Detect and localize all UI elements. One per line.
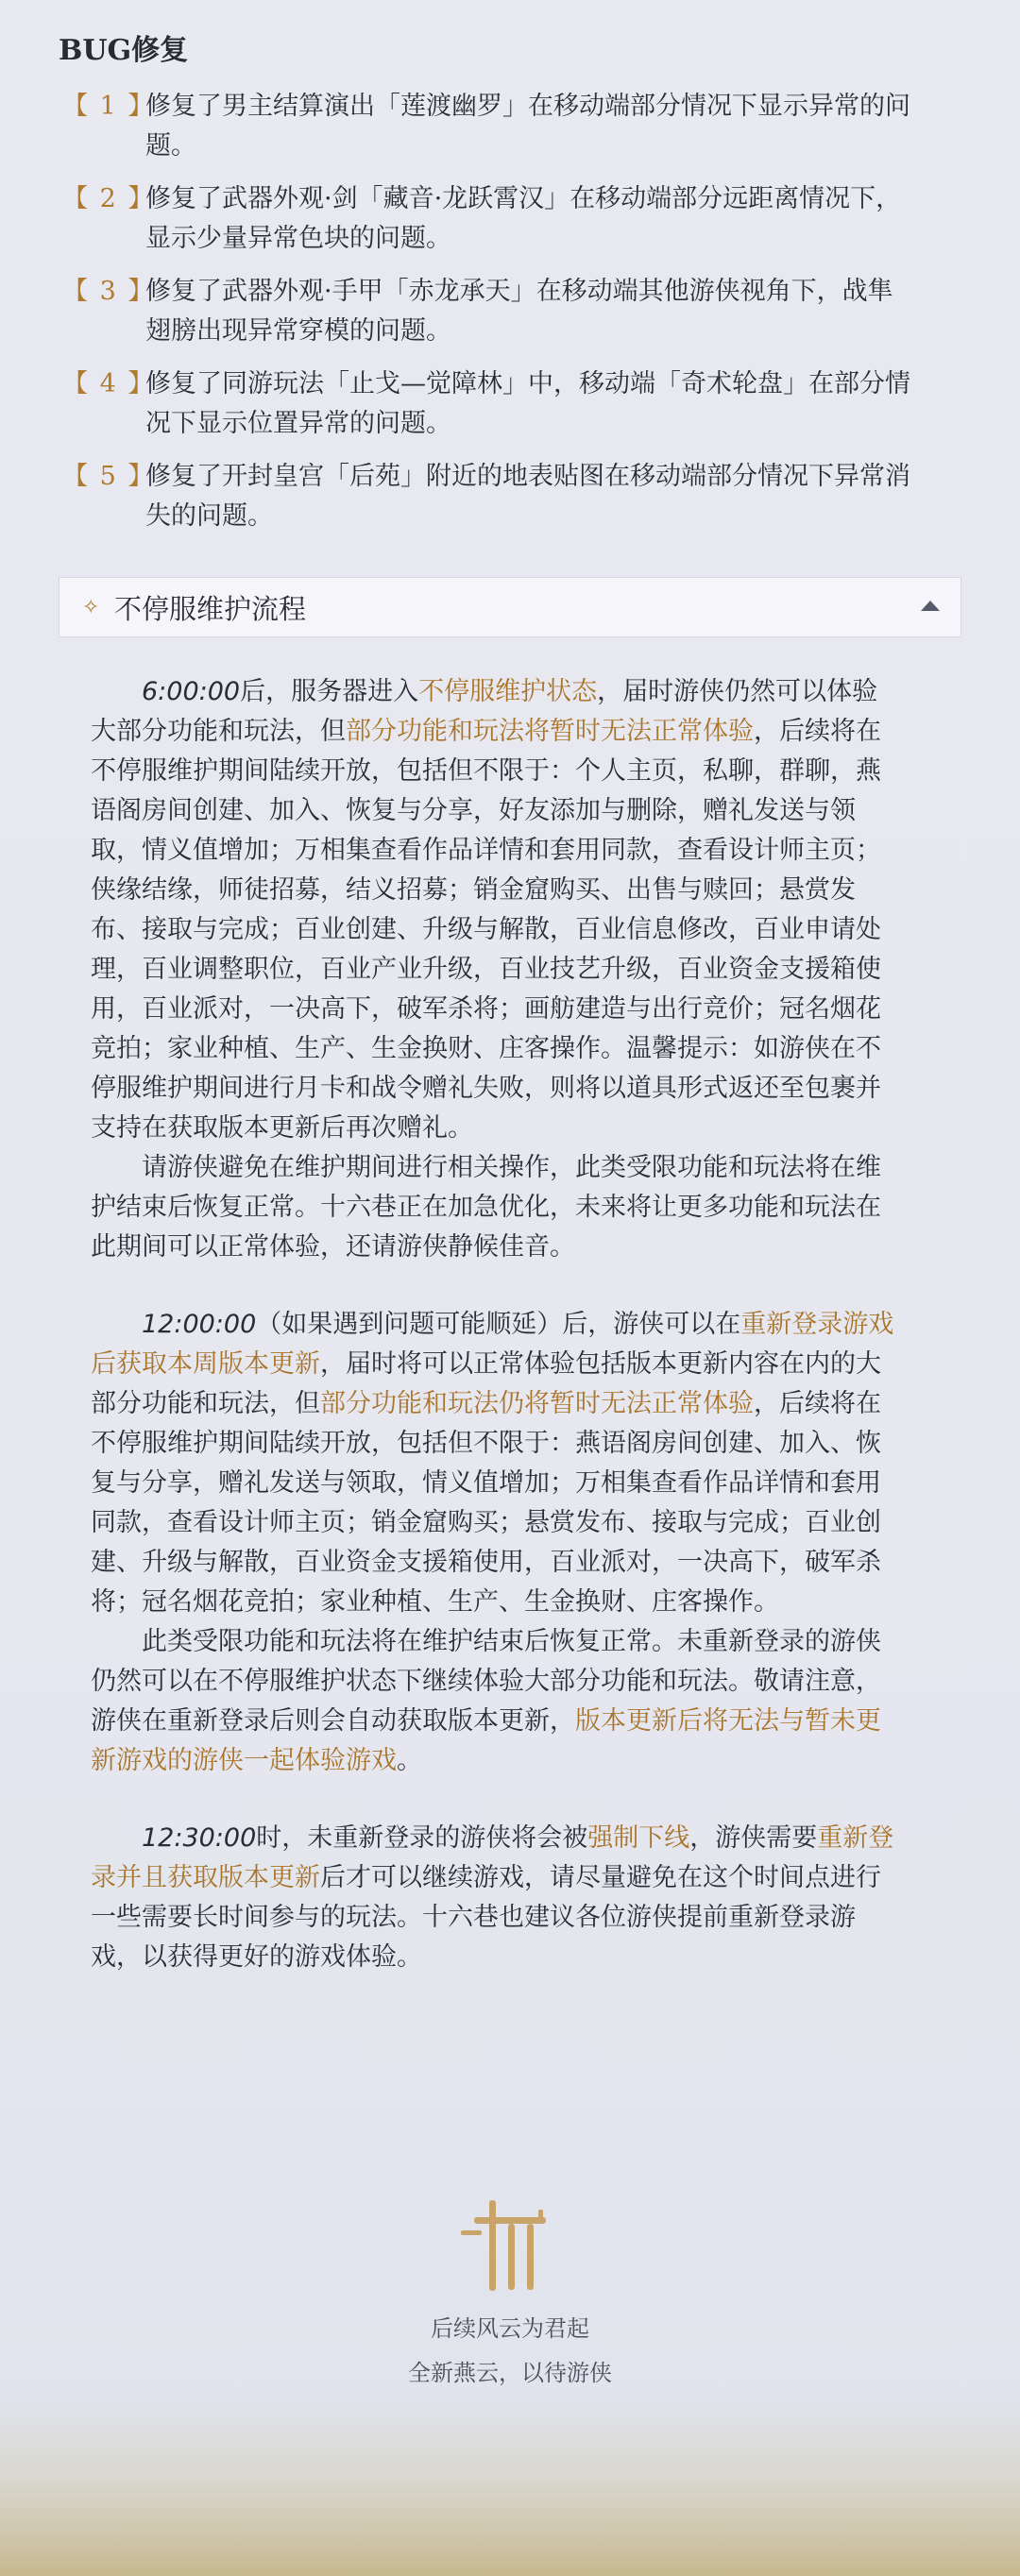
highlight-text: 重新登录游戏后获取本周版本更新: [91, 1310, 894, 1379]
highlight-text: 版本更新后将无法与暂未更新游戏的游侠一起体验游戏: [91, 1706, 881, 1775]
diamond-sparkle-icon: ✧: [82, 595, 100, 619]
list-item: [62, 364, 912, 444]
slogan-line-2: 全新燕云，以待游侠: [408, 2360, 612, 2386]
chevron-up-icon[interactable]: [921, 601, 940, 611]
highlight-text: 重新登录并且获取版本更新: [91, 1823, 894, 1892]
time-label: 6:00:00: [142, 677, 241, 706]
paragraph-6am: 6:00:00后，服务器进入不停服维护状态，届时游侠仍然可以体验大部分功能和玩法，但部分功能和玩法将暂时无法正常体验，后续将在不停服维护期间陆续开放，包括但不限于：个人主页，私聊，群聊，燕语阁房间创建、加入、恢复与分享，好友添加与删除，赠礼发送与领取，情义值增加；万相集查看作品详情和套用同款，查看设计师主页；侠缘结缘，师徒招募，结义招募；销金窟购买、出售与赎回；悬赏发布、接取与完成；百业创建、升级与解散，百业信息修改，百业申请处理，百业调整职位，百业产业升级，百业技艺升级，百业资金支援箱使用，百业派对，一决高下，破军杀将；画舫建造与出行竞价；冠名烟花竞拍；家业种植、生产、生金换财、庄客操作。温馨提示：如游侠在不停服维护期间进行月卡和战令赠礼失败，则将以道具形式返还至包裹并支持在获取版本更新后再次赠礼。: [91, 677, 881, 1143]
accordion-title: 不停服维护流程: [114, 592, 307, 625]
bug-text: 修复了开封皇宫「后苑」附近的地表贴图在移动端部分情况下异常消失的问题。: [145, 462, 910, 531]
list-item: [62, 87, 912, 166]
bug-fix-title: BUG修复: [59, 34, 189, 67]
time-label: 12:30:00: [142, 1823, 257, 1853]
bug-number: 【 2 】: [62, 184, 156, 213]
bug-number: 【 3 】: [62, 277, 156, 306]
bug-number: 【 5 】: [62, 462, 156, 491]
highlight-text: 部分功能和玩法仍将暂时无法正常体验: [320, 1389, 754, 1418]
paragraph-notice: 请游侠避免在维护期间进行相关操作，此类受限功能和玩法将在维护结束后恢复正常。十六巷正在加急优化，未来将让更多功能和玩法在此期间可以正常体验，还请游侠静候佳音。: [91, 1153, 881, 1262]
slogan-line-1: 后续风云为君起: [431, 2315, 589, 2342]
highlight-text: 不停服维护状态: [418, 677, 598, 706]
maintenance-content: [91, 672, 903, 1977]
bug-number: 【 1 】: [62, 92, 156, 121]
bug-fix-list: [62, 87, 912, 550]
landscape-background: [0, 2398, 1020, 2576]
bug-text: 修复了同游玩法「止戈—觉障林」中，移动端「奇术轮盘」在部分情况下显示位置异常的问题。: [145, 369, 910, 438]
time-label: 12:00:00: [142, 1310, 257, 1339]
bug-number: 【 4 】: [62, 369, 156, 398]
highlight-text: 部分功能和玩法将暂时无法正常体验: [346, 717, 754, 746]
bug-text: 修复了男主结算演出「莲渡幽罗」在移动端部分情况下显示异常的问题。: [145, 92, 910, 161]
paragraph-12pm: 12:00:00（如果遇到问题可能顺延）后，游侠可以在重新登录游戏后获取本周版本更新，届时将可以正常体验包括版本更新内容在内的大部分功能和玩法，但部分功能和玩法仍将暂时无法正常体验，后续将在不停服维护期间陆续开放，包括但不限于：燕语阁房间创建、加入、恢复与分享，赠礼发送与领取，情义值增加；万相集查看作品详情和套用同款，查看设计师主页；销金窟购买；悬赏发布、接取与完成；百业创建、升级与解散，百业资金支援箱使用，百业派对，一决高下，破军杀将；冠名烟花竞拍；家业种植、生产、生金换财、庄客操作。: [91, 1310, 894, 1617]
maintenance-accordion-header[interactable]: [59, 577, 961, 637]
game-logo-icon: [453, 2193, 567, 2296]
paragraph-restriction: 此类受限功能和玩法将在维护结束后恢复正常。未重新登录的游侠仍然可以在不停服维护状态下继续体验大部分功能和玩法。敬请注意，游侠在重新登录后则会自动获取版本更新，版本更新后将无法与暂未更新游戏的游侠一起体验游戏。: [91, 1627, 881, 1775]
bug-text: 修复了武器外观·手甲「赤龙承天」在移动端其他游侠视角下，战隼翅膀出现异常穿模的问题。: [145, 277, 893, 346]
highlight-text: 强制下线: [587, 1823, 690, 1853]
bug-text: 修复了武器外观·剑「藏音·龙跃霄汉」在移动端部分远距离情况下，显示少量异常色块的问题。: [145, 184, 902, 253]
paragraph-1230pm: 12:30:00时，未重新登录的游侠将会被强制下线，游侠需要重新登录并且获取版本更新后才可以继续游戏，请尽量避免在这个时间点进行一些需要长时间参与的玩法。十六巷也建议各位游侠提前重新登录游戏，以获得更好的游戏体验。: [91, 1823, 894, 1972]
list-item: [62, 272, 912, 351]
list-item: [62, 457, 912, 536]
list-item: [62, 179, 912, 259]
